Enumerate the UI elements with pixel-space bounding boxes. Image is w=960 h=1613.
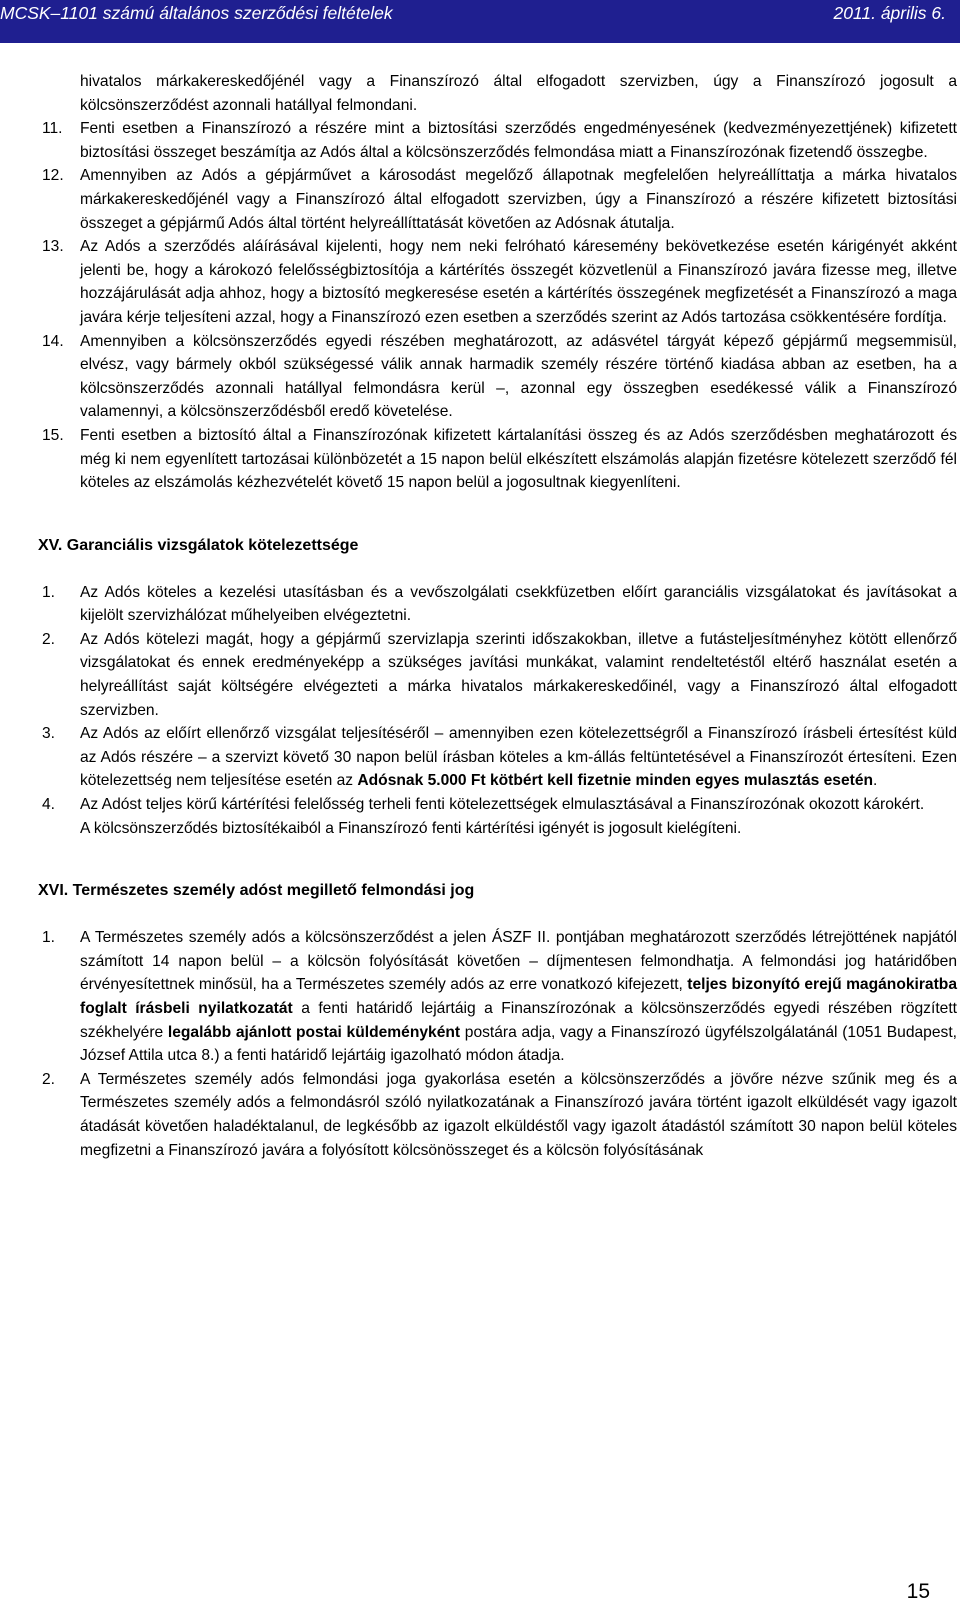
document-title: MCSK–1101 számú általános szerződési feltételek — [0, 3, 393, 23]
item-number: 2. — [42, 630, 56, 648]
item-text-part: a fenti határidő lejártáig a Finanszírozónak a kölcsönszerződés egyedi részében rögzített székhelyére — [80, 1000, 957, 1041]
xv-item-1 — [42, 581, 957, 628]
item-text-part: . — [873, 772, 878, 790]
item-text-bold: teljes bizonyító erejű magánokiratba foglalt írásbeli nyilatkozatát — [80, 976, 957, 1017]
item-text-bold: legalább ajánlott postai küldeményként — [167, 1023, 461, 1041]
list-item-12 — [42, 164, 957, 235]
item-number: 2. — [42, 1070, 56, 1088]
xv-item-4 — [42, 793, 957, 840]
list-item-13 — [42, 235, 957, 329]
section-title-xv: XV. Garanciális vizsgálatok kötelezettsége — [38, 536, 359, 554]
item-text — [80, 722, 957, 793]
item-text: Amennyiben a kölcsönszerződés egyedi részében meghatározott, az adásvétel tárgyát képező gépjármű megsemmisül, elvész, vagy bármely okból szükségessé válik annak harmadik személy részére történő kiadása abban az esetben, ha a kölcsönszerződés azonnali hatállyal felmondásra kerül –, azonnal egy összegben esedékessé válik a Finanszírozó valamennyi, a kölcsönszerződésből eredő követelése. — [80, 332, 957, 421]
item-text: Az Adós a szerződés aláírásával kijelenti, hogy nem neki felróható káresemény bekövetkezése esetén kárigényét akként jelenti be, hogy a károkozó felelősségbiztosítója a kártérítés összegét közvetlenül a Finanszírozó javára fizesse meg, illetve hozzájárulását adja ahhoz, hogy a biztosító megkeresése esetén a kártérítés összegének megfizetését a Finanszírozó a maga javára kérje teljesíteni azzal, hogy a Finanszírozó ezen esetben a szerződés szerint az Adós tartozása csökkentésére fordítja. — [80, 238, 957, 326]
xv-item-2 — [42, 628, 957, 722]
xv-item-3 — [42, 722, 957, 793]
page-header — [0, 0, 960, 43]
item-text: Az Adós köteles a kezelési utasításban és a vevőszolgálati csekkfüzetben előírt garanciális vizsgálatokat és javításokat a kijelölt szervizhálózat műhelyeiben elvégeztetni. — [80, 583, 957, 625]
item-text: A Természetes személy adós felmondási joga gyakorlása esetén a kölcsönszerződés a jövőre nézve szűnik meg és a Természetes személy adós a felmondásról szóló nyilatkozatának a Finanszírozó javára történt igazolt elküldését vagy igazolt átadását követően haladéktalanul, de legkésőbb az igazolt elküldéstől vagy igazolt átadástól számított 30 napon belül köteles megfizetni a Finanszírozó javára a folyósított kölcsönösszeget és a kölcsön folyósításának — [80, 1070, 957, 1159]
item-number: 14. — [42, 332, 64, 350]
item-number: 1. — [42, 583, 56, 601]
item-text: Amennyiben az Adós a gépjárművet a károsodást megelőző állapotnak megfelelően helyreállíttatja a márka hivatalos márkakereskedőjénél vagy a Finanszírozó által elfogadott szervizben, úgy a Finanszírozó a részére kifizetett biztosítási összeget a gépjármű Adós által történt helyreállíttatását követően az Adósnak átutalja. — [80, 167, 957, 232]
document-date: 2011. április 6. — [833, 3, 946, 23]
item-number: 3. — [42, 725, 56, 743]
intro-paragraph: hivatalos márkakereskedőjénél vagy a Finanszírozó által elfogadott szervizben, úgy a Finanszírozó jogosult a kölcsönszerződést azonnali hatállyal felmondani. — [80, 73, 957, 114]
item-text-part: A Természetes személy adós a kölcsönszerződést a jelen ÁSZF II. pontjában meghatározott szerződés létrejöttének napjától számított 14 napon belül – a kölcsön folyósítását követően – díjmentesen felmondhatja. A felmondási jog határidőben érvényesítettnek minősül, ha a Természetes személy adós az erre vonatkozó kifejezett, — [80, 929, 957, 994]
xvi-item-2 — [42, 1068, 957, 1162]
item-text-part: Az Adós az előírt ellenőrző vizsgálat teljesítéséről – amennyiben ezen kötelezettségről a Finanszírozó írásbeli értesítést küld az Adós részére – a szervizt követő 30 napon belül írásban köteles a km-állás feltüntetésével a Finanszírozót értesíteni. Ezen kötelezettség nem teljesítése esetén az — [80, 725, 957, 790]
list-item-15 — [42, 424, 957, 495]
item-number: 15. — [42, 426, 64, 444]
item-text: Az Adóst teljes körű kártérítési felelősség terheli fenti kötelezettségek elmulasztásával a Finanszírozónak okozott károkért. — [80, 796, 925, 814]
list-item-14 — [42, 330, 957, 424]
section-title-xvi: XVI. Természetes személy adóst megillető felmondási jog — [38, 882, 475, 900]
item-text-second: A kölcsönszerződés biztosítékaiból a Finanszírozó fenti kártérítési igényét is jogosult kielégíteni. — [80, 819, 742, 837]
item-number: 11. — [42, 120, 63, 138]
page-number: 15 — [906, 1580, 930, 1603]
xvi-item-1 — [42, 926, 957, 1068]
item-text-bold: Adósnak 5.000 Ft kötbért kell fizetnie minden egyes mulasztás esetén — [357, 772, 874, 790]
item-number: 12. — [42, 167, 64, 185]
item-text: Fenti esetben a biztosító által a Finanszírozónak kifizetett kártalanítási összeg és az Adós szerződésben meghatározott és még ki nem egyenlített tartozásai különbözetét a 15 napon belül elkészített elszámolás alapján fizetésre kötelezett szerződő fél köteles az elszámolás kézhezvételét követő 15 napon belül a jogosultnak kiegyenlíteni. — [80, 426, 957, 492]
item-number: 13. — [42, 238, 64, 256]
document-body — [38, 70, 957, 1162]
item-text: Az Adós kötelezi magát, hogy a gépjármű szervizlapja szerinti időszakokban, illetve a futásteljesítményhez kötött ellenőrző vizsgálatokat és ennek eredményeképp a szükséges javítási munkákat, valamint rendeltetéstől eltérő használat esetén a helyreállítást saját költségére elvégezteti a márka hivatalos márkakereskedőinél, vagy a Finanszírozó által elfogadott szervizben. — [80, 630, 957, 719]
item-text-part: postára adja, vagy a Finanszírozó ügyfélszolgálatánál (1051 Budapest, József Attila utca 8.) a fenti határidő lejártáig igazolható módon átadja. — [80, 1023, 957, 1065]
list-item-11 — [42, 117, 957, 164]
item-number: 1. — [42, 929, 56, 947]
item-text: Fenti esetben a Finanszírozó a részére mint a biztosítási szerződés engedményesének (kedvezményezettjének) kifizetett biztosítási összeget beszámítja az Adós által a kölcsönszerződés felmondása miatt a Finanszírozónak fizetendő összegbe. — [80, 120, 957, 161]
item-text — [80, 926, 957, 1068]
item-number: 4. — [42, 796, 56, 814]
